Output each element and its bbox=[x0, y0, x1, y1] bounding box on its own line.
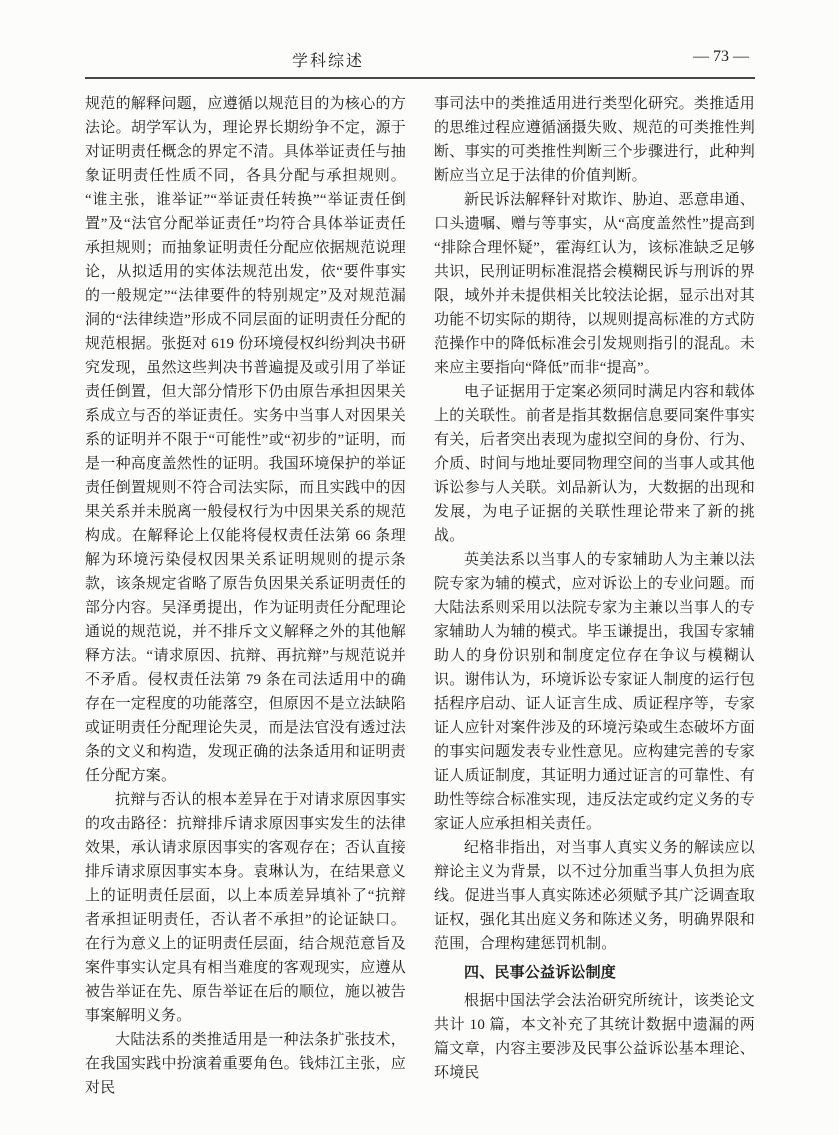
page-header bbox=[85, 48, 755, 72]
two-column-body bbox=[85, 92, 755, 1100]
paragraph: 根据中国法学会法治研究所统计，该类论文共计 10 篇，本文补充了其统计数据中遗漏的两篇文章，内容主要涉及民事公益诉讼基本理论、环境民 bbox=[434, 993, 755, 1081]
paragraph: 电子证据用于定案必须同时满足内容和载体上的关联性。前者是指其数据信息要同案件事实有关，后者突出表现为虚拟空间的身份、行为、介质、时间与地址要同物理空间的当事人或其他诉讼参与人关联。刘品新认为，大数据的出现和发展，为电子证据的关联性理论带来了新的挑战。 bbox=[434, 384, 755, 544]
paragraph-continuation: 规范的解释问题，应遵循以规范目的为核心的方法论。胡学军认为，理论界长期纷争不定，源于对证明责任概念的界定不清。具体举证责任与抽象证明责任性质不同，各具分配与承担规则。“谁主张，谁举证”“举证责任转换”“举证责任倒置”及“法官分配举证责任”均符合具体举证责任承担规则；而抽象证明责任分配应依据规范说理论，从拟适用的实体法规范出发，依“要件事实的一般规定”“法律要件的特别规定”及对规范漏洞的“法律续造”形成不同层面的证明责任分配的规范根据。张挺对 619 份环境侵权纠纷判决书研究发现，虽然这些判决书普遍提及或引用了举证责任倒置，但大部分情形下仍由原告承担因果关系成立与否的举证责任。实务中当事人对因果关系的证明并不限于“可能性”或“初步的”证明，而是一种高度盖然性的证明。我国环境保护的举证责任倒置规则不符合司法实际，而且实践中的因果关系并未脱离一般侵权行为中因果关系的规范构成。在解释论上仅能将侵权责任法第 66 条理解为环境污染侵权因果关系证明规则的提示条款，该条规定省略了原告负因果关系证明责任的部分内容。吴泽勇提出，作为证明责任分配理论通说的规范说，并不排斥文义解释之外的其他解释方法。“请求原因、抗辩、再抗辩”与规范说并不矛盾。侵权责任法第 79 条在司法适用中的确存在一定程度的功能落空，但原因不是立法缺陷或证明责任分配理论失灵，而是法官没有透过法条的文义和构造，发现正确的法条适用和证明责任分配方案。 bbox=[85, 96, 406, 784]
header-rule bbox=[85, 77, 755, 79]
right-column bbox=[434, 92, 755, 1100]
paragraph: 纪格非指出，对当事人真实义务的解读应以辩论主义为背景，以不过分加重当事人负担为底线。促进当事人真实陈述必须赋予其广泛调查取证权，强化其出庭义务和陈述义务，明确界限和范围，合理构建惩罚机制。 bbox=[434, 840, 755, 952]
left-column bbox=[85, 92, 406, 1100]
paragraph: 英美法系以当事人的专家辅助人为主兼以法院专家为辅的模式，应对诉讼上的专业问题。而大陆法系则采用以法院专家为主兼以当事人的专家辅助人为辅的模式。毕玉谦提出，我国专家辅助人的身份识别和制度定位存在争议与模糊认识。谢伟认为，环境诉讼专家证人制度的运行包括程序启动、证人证言生成、质证程序等，专家证人应针对案件涉及的环境污染或生态破坏方面的事实问题发表专业性意见。应构建完善的专家证人质证制度，其证明力通过证言的可靠性、有助性等综合标准实现，违反法定或约定义务的专家证人应承担相关责任。 bbox=[434, 552, 755, 832]
paragraph-continuation: 事司法中的类推适用进行类型化研究。类推适用的思维过程应遵循涵摄失败、规范的可类推性判断、事实的可类推性判断三个步骤进行，此种判断应当立足于法律的价值判断。 bbox=[434, 96, 755, 184]
paragraph: 新民诉法解释针对欺诈、胁迫、恶意串通、口头遗嘱、赠与等事实，从“高度盖然性”提高到“排除合理怀疑”，霍海红认为，该标准缺乏足够共识，民刑证明标准混搭会模糊民诉与刑诉的界限，域外并未提供相关比较法论据，显示出对其功能不切实际的期待，以规则提高标准的方式防范操作中的降低标准会引发规则指引的混乱。未来应主要指向“降低”而非“提高”。 bbox=[434, 192, 755, 376]
paragraph: 大陆法系的类推适用是一种法条扩张技术，在我国实践中扮演着重要角色。钱炜江主张，应对民 bbox=[85, 1032, 406, 1096]
running-head: 学科综述 bbox=[292, 53, 365, 70]
paragraph: 抗辩与否认的根本差异在于对请求原因事实的攻击路径：抗辩排斥请求原因事实发生的法律效果，承认请求原因事实的客观存在；否认直接排斥请求原因事实本身。袁琳认为，在结果意义上的证明责任层面，以上本质差异填补了“抗辩者承担证明责任，否认者不承担”的论证缺口。在行为意义上的证明责任层面，结合规范意旨及案件事实认定具有相当难度的客观现实，应遵从被告举证在先、原告举证在后的顺位，施以被告事案解明义务。 bbox=[85, 792, 406, 1024]
page-number: — 73 — bbox=[693, 48, 749, 65]
section-heading: 四、民事公益诉讼制度 bbox=[464, 965, 617, 981]
